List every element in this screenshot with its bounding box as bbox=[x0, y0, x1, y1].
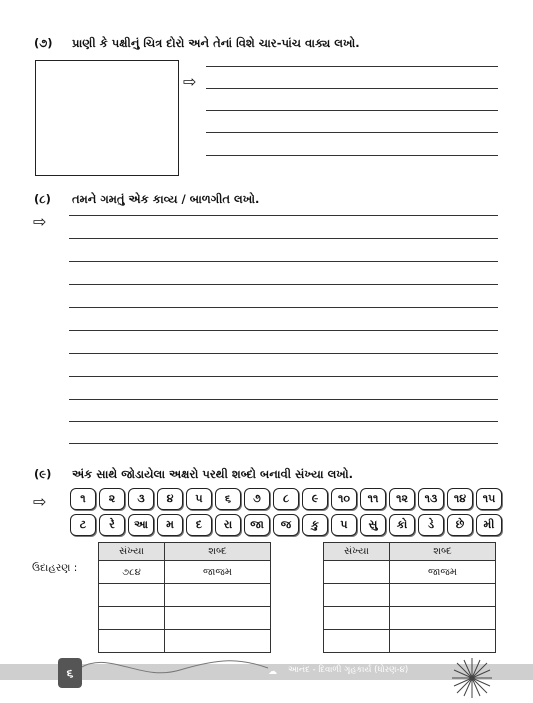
answer-line[interactable] bbox=[206, 155, 498, 156]
page-number: ૬ bbox=[58, 658, 82, 688]
table-cell[interactable] bbox=[324, 584, 390, 607]
answer-line[interactable] bbox=[69, 399, 498, 400]
question-number: (૭) bbox=[34, 36, 53, 50]
letter-cell: છે bbox=[447, 514, 473, 536]
number-cell: ૨ bbox=[99, 488, 125, 510]
number-cell: ૧૪ bbox=[447, 488, 473, 510]
answer-line[interactable] bbox=[69, 284, 498, 285]
answer-table-left bbox=[98, 542, 271, 653]
answer-line[interactable] bbox=[69, 215, 498, 216]
example-word: જાજમ bbox=[390, 561, 496, 584]
letter-cell: કો bbox=[389, 514, 415, 536]
number-cell: ૫ bbox=[186, 488, 212, 510]
letter-cell: જ bbox=[273, 514, 299, 536]
table-cell[interactable] bbox=[390, 607, 496, 630]
answer-line[interactable] bbox=[69, 330, 498, 331]
arrow-icon: ⇨ bbox=[183, 72, 197, 91]
number-cell: ૬ bbox=[215, 488, 241, 510]
arrow-icon: ⇨ bbox=[33, 212, 47, 231]
letter-cell: જા bbox=[244, 514, 270, 536]
letter-cell: રા bbox=[215, 514, 241, 536]
answer-line[interactable] bbox=[69, 421, 498, 422]
answer-line[interactable] bbox=[206, 110, 498, 111]
letter-cell: દ bbox=[186, 514, 212, 536]
cloud-icon: ☁ bbox=[268, 667, 277, 677]
footer-text: આનંદ - દિવાળી ગૃહકાર્ય (ધોરણ-૪) bbox=[288, 665, 409, 675]
column-header: સંખ્યા bbox=[324, 543, 390, 561]
sparkle-icon bbox=[448, 654, 496, 702]
question-text: તમને ગમતું એક કાવ્ય / બાળગીત લખો. bbox=[72, 192, 260, 206]
table-cell[interactable] bbox=[165, 607, 271, 630]
letter-cell: ટ bbox=[70, 514, 96, 536]
letter-cell: મી bbox=[476, 514, 502, 536]
number-cell: ૩ bbox=[128, 488, 154, 510]
number-cell: ૮ bbox=[273, 488, 299, 510]
question-text: પ્રાણી કે પક્ષીનું ચિત્ર દોરો અને તેનાં વિશે ચાર-પાંચ વાક્ય લખો. bbox=[72, 36, 360, 50]
letter-cell: પ bbox=[331, 514, 357, 536]
drawing-box[interactable] bbox=[35, 60, 179, 176]
number-cell: ૧૫ bbox=[476, 488, 502, 510]
letter-cell: મ bbox=[157, 514, 183, 536]
answer-line[interactable] bbox=[69, 443, 498, 444]
cord-decoration bbox=[80, 650, 270, 680]
answer-line[interactable] bbox=[206, 66, 498, 67]
question-8 bbox=[34, 192, 259, 207]
arrow-icon: ⇨ bbox=[33, 492, 47, 511]
column-header: શબ્દ bbox=[165, 543, 271, 561]
table-cell[interactable] bbox=[324, 607, 390, 630]
number-cell: ૧૩ bbox=[418, 488, 444, 510]
letter-cell: કુ bbox=[302, 514, 328, 536]
table-cell[interactable] bbox=[99, 607, 165, 630]
answer-table-right bbox=[323, 542, 496, 653]
table-cell[interactable] bbox=[390, 630, 496, 653]
question-number: (૯) bbox=[34, 467, 52, 481]
table-cell[interactable] bbox=[324, 630, 390, 653]
column-header: સંખ્યા bbox=[99, 543, 165, 561]
answer-line[interactable] bbox=[206, 88, 498, 89]
letter-cell: આ bbox=[128, 514, 154, 536]
answer-line[interactable] bbox=[69, 376, 498, 377]
answer-line[interactable] bbox=[206, 132, 498, 133]
example-label: ઉદાહરણ : bbox=[32, 562, 78, 574]
question-number: (૮) bbox=[34, 192, 51, 206]
number-cell: ૧૦ bbox=[331, 488, 357, 510]
letter-cell: સુ bbox=[360, 514, 386, 536]
letter-cell: ડે bbox=[418, 514, 444, 536]
table-cell[interactable] bbox=[99, 584, 165, 607]
question-9 bbox=[34, 467, 353, 482]
table-cell[interactable] bbox=[390, 584, 496, 607]
answer-line[interactable] bbox=[69, 238, 498, 239]
answer-line[interactable] bbox=[69, 307, 498, 308]
letter-cell: રે bbox=[99, 514, 125, 536]
number-cell: ૧૧ bbox=[360, 488, 386, 510]
table-cell[interactable] bbox=[324, 561, 390, 584]
example-word: જાજમ bbox=[165, 561, 271, 584]
answer-line[interactable] bbox=[69, 353, 498, 354]
answer-line[interactable] bbox=[69, 261, 498, 262]
question-7 bbox=[34, 36, 360, 51]
number-cell: ૯ bbox=[302, 488, 328, 510]
table-cell[interactable] bbox=[165, 584, 271, 607]
number-cell: ૧ bbox=[70, 488, 96, 510]
number-cell: ૪ bbox=[157, 488, 183, 510]
column-header: શબ્દ bbox=[390, 543, 496, 561]
number-cell: ૭ bbox=[244, 488, 270, 510]
number-cell: ૧૨ bbox=[389, 488, 415, 510]
example-number: ૭૮૪ bbox=[99, 561, 165, 584]
question-text: અંક સાથે જોડાયેલા અક્ષરો પરથી શબ્દો બનાવી સંખ્યા લખો. bbox=[72, 467, 353, 481]
